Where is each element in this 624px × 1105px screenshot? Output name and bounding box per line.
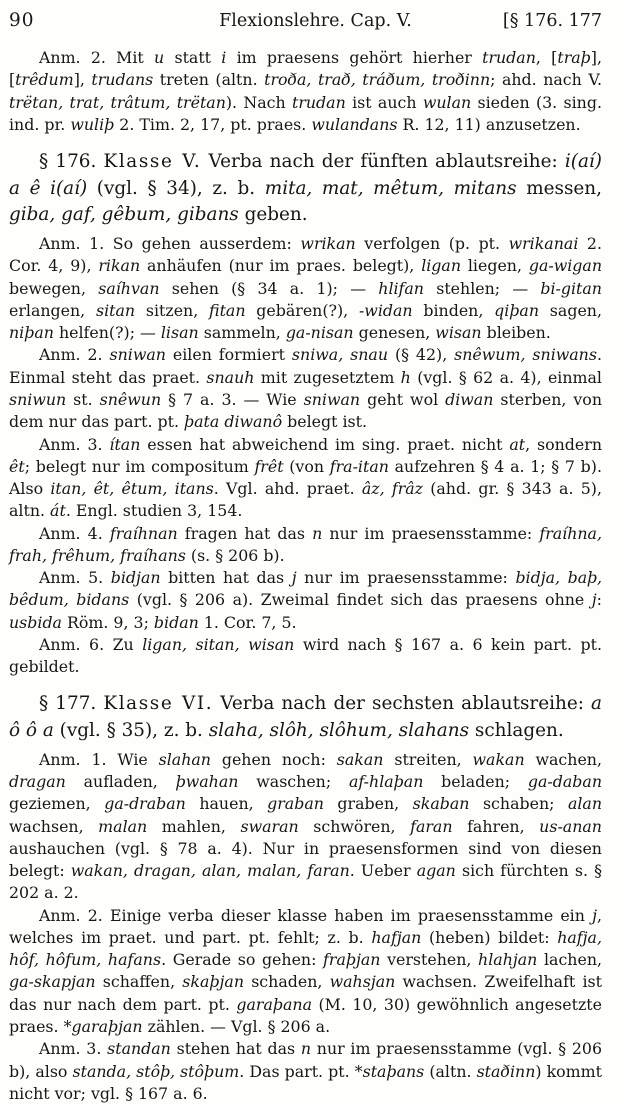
text-run: messen, xyxy=(516,177,602,199)
running-head xyxy=(9,10,602,31)
gothic-word: fraíhna, frah, frêhum, fraíhans xyxy=(9,523,602,565)
text-run: wird nach § 167 a. 6 kein part. pt. gebildet. xyxy=(9,634,602,677)
text-run: Anm. 2. Einige verba dieser klasse haben im praesensstamme ein xyxy=(39,905,593,925)
text-run: Anm. 1. Wie xyxy=(39,749,159,769)
gothic-word: fraíhnan xyxy=(109,523,178,543)
gothic-word: snêwun xyxy=(99,389,162,409)
gothic-word: wahsjan xyxy=(329,972,396,992)
gothic-word: bidan xyxy=(153,612,199,632)
text-run: im praesens gehört hierher xyxy=(226,48,483,67)
text-run: 2. Tim. 2, 17, pt. praes. xyxy=(114,114,312,134)
text-run: nur im praesensstamme (vgl. § 206 b), also xyxy=(9,1039,602,1081)
gothic-word: fra-itan xyxy=(329,456,389,476)
text-run: gehen noch: xyxy=(210,749,337,769)
text-run: streiten, xyxy=(383,749,473,769)
text-run: treten (altn. xyxy=(153,70,265,90)
text-run: mahlen, xyxy=(147,816,241,836)
gothic-word: bidjan xyxy=(110,568,161,588)
text-run: belegt ist. xyxy=(282,412,368,432)
gothic-word: diwan xyxy=(445,389,494,409)
text-run: (vgl. § 62 a. 4), einmal xyxy=(410,367,602,387)
text-run: Anm. 5. xyxy=(39,568,111,588)
text-run: . Engl. studien 3, 154. xyxy=(65,501,243,521)
gothic-word: ligan, sitan, wisan xyxy=(142,634,295,654)
gothic-word: qiþan xyxy=(494,300,540,320)
text-run: schwören, xyxy=(298,816,411,836)
gothic-word: ga-daban xyxy=(527,772,602,792)
text-run: st. xyxy=(66,389,100,409)
text-run: nur im praesensstamme: xyxy=(322,523,540,543)
gothic-word: agan xyxy=(416,861,456,881)
text-run: : xyxy=(596,590,602,610)
anm-5-176 xyxy=(9,567,602,634)
gothic-word: niþan xyxy=(9,323,54,343)
text-run: essen hat abweichend im sing. praet. nicht xyxy=(140,434,510,454)
text-run: ; ahd. nach V. xyxy=(490,70,602,90)
gothic-word: trudan xyxy=(291,92,346,112)
gothic-word: hafjan xyxy=(371,927,422,947)
gothic-word: wulandans xyxy=(311,114,398,134)
text-run: mit zugesetztem xyxy=(254,367,401,387)
gothic-word: itan, êt, êtum, itans xyxy=(50,479,214,499)
text-run: ], xyxy=(73,70,92,90)
gothic-word: standan xyxy=(107,1039,171,1059)
gothic-word: us-anan xyxy=(539,816,602,836)
text-run: Verba nach der sechsten ablautsreihe: xyxy=(213,693,592,715)
text-run: liegen, xyxy=(461,256,529,276)
text-run: sitzen, xyxy=(135,300,210,320)
gothic-word: u xyxy=(154,48,165,67)
text-run: . Ueber xyxy=(349,861,417,881)
gothic-word: *staþans xyxy=(354,1061,425,1081)
text-run: Röm. 9, 3; xyxy=(61,612,154,632)
gothic-word: ga-nisan xyxy=(285,323,354,343)
text-run: (ahd. gr. § 343 a. 5), altn. xyxy=(9,479,602,521)
page-number: 90 xyxy=(9,10,35,31)
anm-1-177 xyxy=(9,749,602,905)
text-run: lachen, xyxy=(537,950,603,970)
gothic-word: þata diwanô xyxy=(184,412,283,432)
text-run: . Das part. pt. xyxy=(239,1061,355,1081)
gothic-word: hlahjan xyxy=(478,950,538,970)
text-column xyxy=(9,47,602,1105)
text-run: sieden (3. sing. ind. pr. xyxy=(9,92,602,134)
gothic-word: sniwa, snau xyxy=(291,345,389,365)
gothic-word: j xyxy=(291,568,297,588)
text-run: sich fürchten s. § 202 a. 2. xyxy=(9,861,603,903)
text-run: gebären(?), xyxy=(245,300,359,320)
text-run: Anm. 2. Mit xyxy=(39,48,155,67)
gothic-word: fitan xyxy=(209,300,246,320)
text-run: geht wol xyxy=(360,389,446,409)
anm-2-176 xyxy=(9,344,602,433)
gothic-word: slahan xyxy=(158,749,211,769)
gothic-word: slaha, slôh, slôhum, slahans xyxy=(208,720,470,742)
text-run: helfen(?); — xyxy=(53,323,161,343)
gothic-word: lisan xyxy=(160,323,199,343)
gothic-word: skaban xyxy=(412,794,470,814)
text-run: graben, xyxy=(323,794,413,814)
text-run: sammeln, xyxy=(198,323,286,343)
text-run: Verba nach der fünften ablautsreihe: xyxy=(201,151,565,173)
gothic-word: wulan xyxy=(422,92,472,112)
text-run: waschen; xyxy=(238,772,349,792)
anm-4-176 xyxy=(9,523,602,568)
gothic-word: saíhvan xyxy=(98,278,160,298)
gothic-word: swaran xyxy=(240,816,299,836)
text-run: sagen, xyxy=(539,300,602,320)
text-run: stehlen; — xyxy=(423,278,541,298)
gothic-word: sakan xyxy=(336,749,384,769)
gothic-word: faran xyxy=(410,816,453,836)
text-run: erlangen, xyxy=(9,300,96,320)
gothic-word: êt xyxy=(9,456,25,476)
section-heading-177 xyxy=(9,691,602,744)
text-run: § 176. xyxy=(39,151,104,173)
text-run: verstehen, xyxy=(380,950,479,970)
gothic-word: dragan xyxy=(9,772,66,792)
text-run: , welches im praet. und part. pt. fehlt; z. b. xyxy=(9,905,602,947)
text-run: Anm. 1. So gehen ausserdem: xyxy=(39,234,301,254)
spaced-emphasis: Klasse V. xyxy=(103,151,202,173)
text-run: wachsen. Zweifelhaft ist das nur nach dem part. pt. xyxy=(9,972,602,1014)
gothic-word: trudan xyxy=(482,48,536,67)
gothic-word: frêt xyxy=(254,456,284,476)
section-reference: [§ 176. 177 xyxy=(502,11,602,31)
text-run: Anm. 4. xyxy=(39,523,110,543)
text-run: (M. 10, 30) gewöhnlich angesetzte praes. xyxy=(9,994,602,1036)
gothic-word: sniwan xyxy=(109,345,166,365)
gothic-word: fraþjan xyxy=(323,950,381,970)
text-run: aushauchen (vgl. § 78 a. 4). Nur in praesensformen sind von diesen belegt: xyxy=(9,838,602,881)
gothic-word: j xyxy=(591,590,597,610)
text-run: bewegen, xyxy=(9,278,99,298)
text-run: stehen hat das xyxy=(170,1039,301,1059)
text-run: Anm. 3. xyxy=(39,434,110,454)
gothic-word: h xyxy=(400,367,411,387)
text-run: ). Nach xyxy=(225,92,292,112)
gothic-word: j xyxy=(592,905,597,925)
text-run: fragen hat das xyxy=(177,523,313,543)
gothic-word: *garaþjan xyxy=(63,1017,143,1036)
gothic-word: bidja, baþ, bêdum, bidans xyxy=(9,568,602,610)
gothic-word: alan xyxy=(567,794,603,814)
text-run: ) kommt nicht vor; vgl. § 167 a. 6. xyxy=(9,1061,602,1103)
text-run: bleiben. xyxy=(481,323,551,343)
text-run: , sondern xyxy=(525,434,602,454)
gothic-word: ítan xyxy=(109,434,141,454)
text-run: zählen. — Vgl. § 206 a. xyxy=(142,1017,331,1036)
text-run: , [ xyxy=(535,48,558,67)
anm-3-177 xyxy=(9,1038,602,1105)
gothic-word: traþ xyxy=(557,48,591,67)
text-run: hauen, xyxy=(185,794,268,814)
text-run: (s. § 206 b). xyxy=(185,545,285,565)
text-run: ], [ xyxy=(9,48,602,90)
text-run: (vgl. § 34), z. b. xyxy=(87,177,265,199)
text-run: Anm. 2. xyxy=(39,345,110,365)
gothic-word: i(aí) a ê i(aí) xyxy=(9,151,602,199)
gothic-word: -widan xyxy=(358,300,413,320)
gothic-word: af-hlaþan xyxy=(348,772,424,792)
gothic-word: bi-gitan xyxy=(540,278,602,298)
gothic-word: trudans xyxy=(91,70,154,90)
gothic-word: sniwan xyxy=(303,389,361,409)
gothic-word: standa, stôþ, stôþum xyxy=(72,1061,240,1081)
text-run: (von xyxy=(283,456,330,476)
gothic-word: hafja, hôf, hôfum, hafans xyxy=(9,927,602,970)
gothic-word: usbida xyxy=(9,612,62,632)
text-run: schaben; xyxy=(469,794,568,814)
gothic-word: ga-draban xyxy=(104,794,186,814)
gothic-word: giba, gaf, gêbum, gibans xyxy=(9,204,239,226)
text-run: wachen, xyxy=(524,749,602,769)
text-run: Anm. 3. xyxy=(39,1039,108,1059)
text-run: genesen, xyxy=(353,323,436,343)
text-run: § 7 a. 3. — Wie xyxy=(161,389,304,409)
gothic-word: ligan xyxy=(421,256,462,276)
text-run: statt xyxy=(164,48,222,67)
gothic-word: malan xyxy=(98,816,148,836)
gothic-word: n xyxy=(312,523,323,543)
text-run: sterben, von dem nur das part. pt. xyxy=(9,389,602,432)
text-run: . Vgl. ahd. praet. xyxy=(213,479,362,499)
anm-3-176 xyxy=(9,434,602,523)
gothic-word: trêdum xyxy=(15,70,74,90)
gothic-word: sniwun xyxy=(9,389,67,409)
text-run: (§ 42), xyxy=(388,345,455,365)
spaced-emphasis: Klasse VI. xyxy=(103,693,214,715)
gothic-word: skaþjan xyxy=(182,972,244,992)
gothic-word: sitan xyxy=(95,300,136,320)
text-run: R. 12, 11) anzusetzen. xyxy=(397,114,581,134)
text-run: nur im praesensstamme: xyxy=(296,568,516,588)
text-run: schaden, xyxy=(244,972,330,992)
gothic-word: troða, trað, tráðum, troðinn xyxy=(264,70,491,90)
gothic-word: at xyxy=(509,434,526,454)
gothic-word: hlifan xyxy=(378,278,424,298)
text-run: (heben) bildet: xyxy=(421,927,558,947)
gothic-word: trëtan, trat, trâtum, trëtan xyxy=(9,92,226,112)
section-heading-176 xyxy=(9,149,602,229)
gothic-word: þwahan xyxy=(175,772,239,792)
text-run: (vgl. § 206 a). Zweimal findet sich das praesens ohne xyxy=(129,590,592,610)
text-run: aufzehren § 4 a. 1; § 7 b). Also xyxy=(9,456,602,499)
running-title: Flexionslehre. Cap. V. xyxy=(219,11,412,31)
gothic-word: n xyxy=(300,1039,312,1059)
text-run: bitten hat das xyxy=(160,568,292,588)
gothic-word: ga-skapjan xyxy=(9,972,96,992)
text-run: fahren, xyxy=(452,816,540,836)
text-run: geziemen, xyxy=(9,794,105,814)
gothic-word: wakan xyxy=(472,749,525,769)
gothic-word: át xyxy=(50,501,66,521)
text-run: ist auch xyxy=(345,92,423,112)
text-run: aufladen, xyxy=(65,772,176,792)
gothic-word: garaþana xyxy=(236,994,313,1014)
anm-1-176 xyxy=(9,233,602,344)
gothic-word: âz, frâz xyxy=(361,479,423,499)
text-run: 1. Cor. 7, 5. xyxy=(198,612,297,632)
gothic-word: i xyxy=(221,48,227,67)
text-run: wachsen, xyxy=(9,816,99,836)
gothic-word: wrikanai xyxy=(508,234,579,254)
text-run: eilen formiert xyxy=(165,345,292,365)
anm-2-klasse-v-intro xyxy=(9,47,602,136)
anm-2-177 xyxy=(9,905,602,1039)
gothic-word: wrikan xyxy=(300,234,356,254)
text-run: schlagen. xyxy=(469,720,564,742)
gothic-word: graban xyxy=(267,794,324,814)
text-run: anhäufen (nur im praes. belegt), xyxy=(140,256,422,276)
text-run: Anm. 6. Zu xyxy=(39,634,143,654)
text-run: ; belegt nur im compositum xyxy=(24,456,255,476)
text-run: § 177. xyxy=(39,693,104,715)
gothic-word: wuliþ xyxy=(70,114,115,134)
text-run: (altn. xyxy=(424,1061,477,1081)
text-run: schaffen, xyxy=(95,972,183,992)
gothic-word: mita, mat, mêtum, mitans xyxy=(264,177,517,199)
text-run: sehen (§ 34 a. 1); — xyxy=(159,278,379,298)
gothic-word: a ô ô a xyxy=(9,693,602,742)
gothic-word: staðinn xyxy=(476,1061,536,1081)
text-run: beladen; xyxy=(423,772,528,792)
text-run: 2. Cor. 4, 9), xyxy=(9,234,603,276)
text-run: binden, xyxy=(412,300,495,320)
gothic-word: wakan, dragan, alan, malan, faran xyxy=(70,861,350,881)
gothic-word: rikan xyxy=(98,256,141,276)
gothic-word: wisan xyxy=(435,323,482,343)
text-run: geben. xyxy=(238,204,308,226)
text-run: . Gerade so gehen: xyxy=(161,950,324,970)
gothic-word: snêwum, sniwans xyxy=(454,345,597,365)
anm-6-176 xyxy=(9,634,602,679)
text-run: . Einmal steht das praet. xyxy=(9,345,602,387)
text-run: verfolgen (p. pt. xyxy=(355,234,509,254)
gothic-word: ga-wigan xyxy=(528,256,603,276)
text-run: (vgl. § 35), z. b. xyxy=(53,720,209,742)
gothic-word: snauh xyxy=(206,367,255,387)
